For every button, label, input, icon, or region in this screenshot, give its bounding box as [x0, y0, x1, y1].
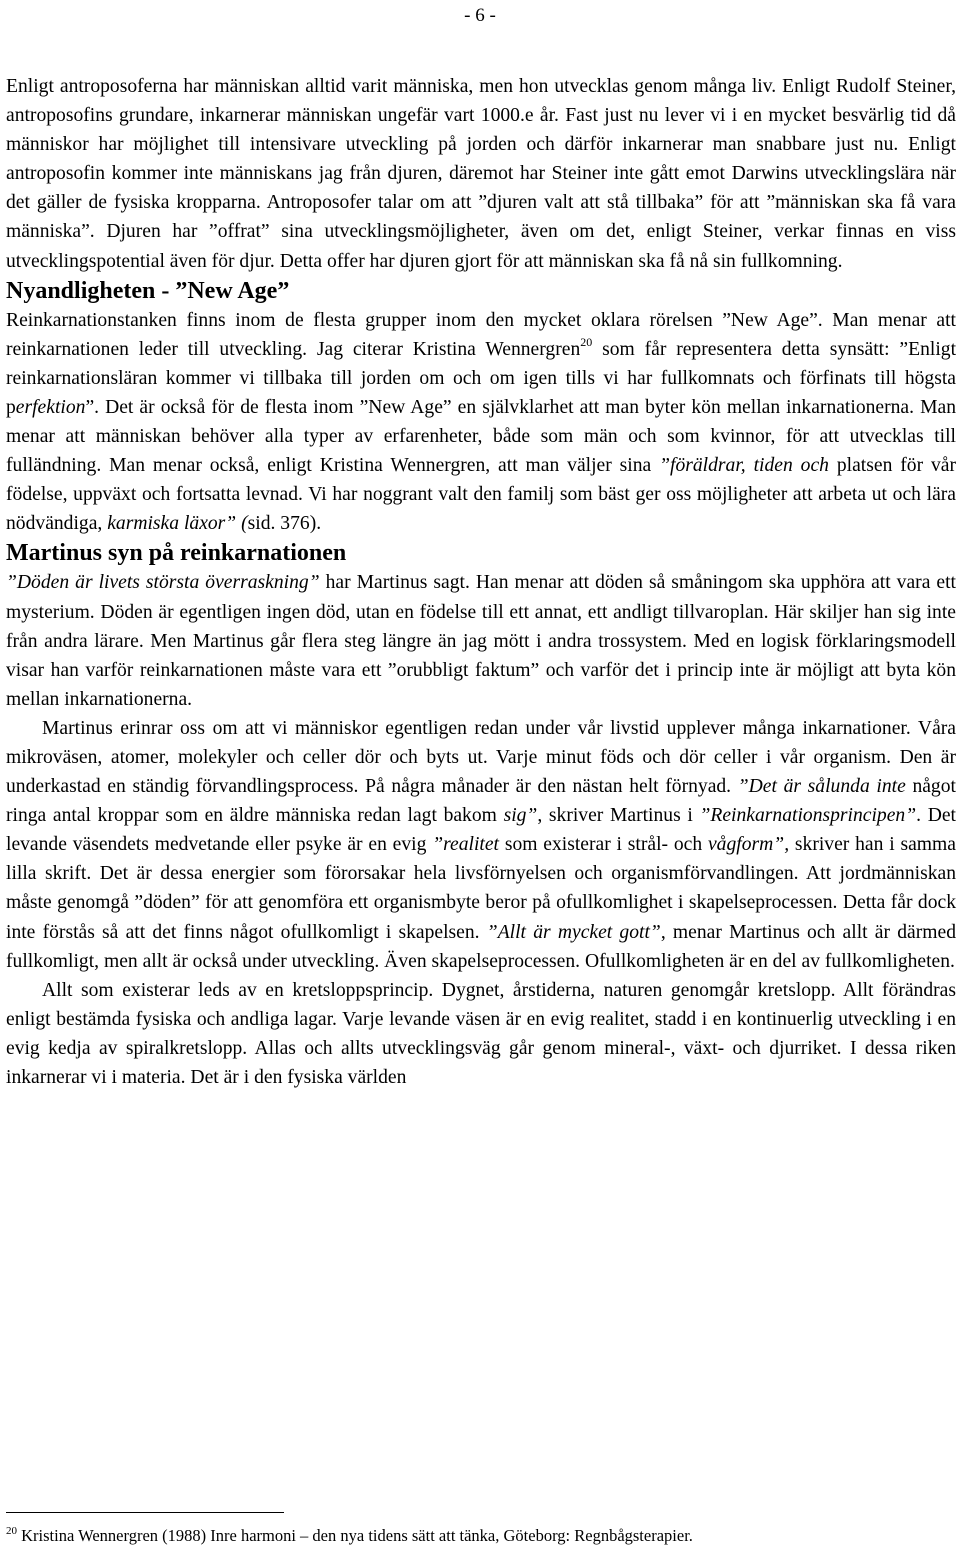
paragraph-martinus-inkarnationer — [6, 714, 956, 976]
footnote-separator — [6, 1512, 284, 1513]
paragraph-kretslopp: Allt som existerar leds av en kretsloppsprincip. Dygnet, årstiderna, naturen genomgår kretslopp. Allt förändras enligt bestämda fysiska och andliga lagar. Varje levande väsen är en evig realitet, stadd i en kontinuerlig utveckling i en evig kedja av spiralkretslopp. Allas och allts utvecklingsväg går genom mineral-, växt- och djurriket. I dessa riken inkarnerar vi i materia. Det är i den fysiska världen — [6, 979, 956, 1088]
italic-run: ”Allt är mycket gott” — [486, 921, 661, 943]
italic-run: karmiska läxor” ( — [107, 513, 248, 535]
text-run: något ringa antal kroppar som en äldre människa redan lagt bakom — [6, 776, 956, 827]
paragraph-antroposofi: Enligt antroposoferna har människan alltid varit människa, men hon utvecklas genom många liv. Enligt Rudolf Steiner, antroposofins grundare, inkarnerar människan ungefär vart 1000.e år. Fast just nu lever vi i en mycket besvärlig tid då människor har möjlighet till intensivare utveckling på jorden och därför inkarnerar man snabbare just nu. Enligt antroposofin kommer inte människans jag från djuren, däremot har Steiner inte gått emot Darwins utvecklingslära när det gäller de fysiska kropparna. Antroposofer talar om att ”djuren valt att stå tillbaka” för att ”människan ska få vara människa”. Djuren har ”offrat” sina utvecklingsmöjligheter, även om det, enligt Steiner, verkar finnas en viss utvecklingspotential även för djur. Detta offer har djuren gjort för att människan ska få nå sin fullkomning. — [6, 76, 956, 272]
text-run: sid. 376). — [247, 513, 322, 535]
italic-run: sig” — [503, 805, 538, 827]
heading-new-age: Nyandligheten - ”New Age” — [6, 277, 290, 304]
heading-martinus: Martinus syn på reinkarnationen — [6, 540, 347, 567]
footnote-number: 20 — [6, 1525, 17, 1537]
page-content — [6, 72, 956, 1092]
italic-run: vågform”, — [707, 834, 790, 856]
italic-run: ”föräldrar, tiden och — [659, 455, 829, 477]
text-run: . Det levande väsendets medvetande eller psyke är en evig — [6, 805, 956, 856]
text-run: skriver han i samma lilla skrift. Det är dessa energier som förorsakar hela livsförnyelsen och organismförvandlingen. Att jordmänniskan måste genomgå ”döden” för att genomföra ett organismbyte beror på ofullkomlighet i skapelseprocessen. Detta får dock inte förstås så att det finns något ofullkomligt i skapelsen. — [6, 834, 956, 943]
text-run: som existerar i strål- och — [499, 834, 708, 856]
text-run: Reinkarnationstanken finns inom de flesta grupper inom den mycket oklara rörelsen ”New Age”. Man menar att reinkarnationen leder till utveckling. Jag citerar Kristina Wennergren — [6, 309, 956, 360]
footnote-reference[interactable]: 20 — [580, 334, 593, 349]
paragraph-martinus-doden — [6, 568, 956, 713]
footnote — [6, 1526, 956, 1546]
italic-run: ”realitet — [432, 834, 499, 856]
italic-run: ”Döden är livets största överraskning” — [6, 572, 320, 594]
text-run: Martinus erinrar oss om att vi människor egentligen redan under vår livstid upplever många inkarnationer. Våra mikroväsen, atomer, molekyler och celler dör och byts ut. Varje minut föds och dör celler i vår organism. Den är underkastad en ständig förvandlingsprocess. På några månader är den nästan helt förnyad. — [6, 717, 956, 798]
text-run: har Martinus sagt. Han menar att döden så småningom ska upphöra att vara ett mysterium. Döden är egentligen ingen död, utan en födelse till ett annat, ett andligt tillvaroplan. Här skiljer han sig inte från andra lärare. Men Martinus går flera steg längre än jag mött i andra trossystem. Med en logisk förklaringsmodell visar han varför reinkarnationen måste vara ett ”orubbligt faktum” och varför det i princip inte är möjligt att byta kön mellan inkarnationerna. — [6, 572, 956, 710]
text-run: , menar Martinus och allt är därmed fullkomligt, men allt är också under utveckling. Även skapelseprocessen. Ofullkomligheten är en del av fullkomligheten. — [6, 921, 956, 972]
page-number: - 6 - — [464, 5, 496, 26]
italic-run: erfektion — [15, 396, 86, 418]
text-run: platsen för vår födelse, uppväxt och fortsatta levnad. Vi har noggrant valt den familj som bäst ger oss möjligheter att arbeta ut och lära nödvändiga, — [6, 455, 957, 535]
italic-run: ”Reinkarnationsprincipen” — [699, 805, 917, 827]
footnote-text: Kristina Wennergren (1988) Inre harmoni – den nya tidens sätt att tänka, Göteborg: Regnbågsterapier. — [17, 1526, 693, 1545]
italic-run: ”Det är sålunda inte — [737, 776, 906, 798]
paragraph-new-age — [6, 306, 956, 539]
text-run: ”. Det är också för de flesta inom ”New Age” en självklarhet att man byter kön mellan inkarnationerna. Man menar att människan behöver alla typer av erfarenheter, både som män och som kvinnor, för att utvecklas till fulländning. Man menar också, enligt Kristina Wennergren, att man väljer sina — [6, 396, 956, 477]
text-run: som får representera detta synsätt: ”Enligt reinkarnationsläran kommer vi tillbaka till jorden om och om igen tills vi har fullkomnats och förfinats till högsta p — [6, 338, 957, 418]
text-run: , skriver Martinus i — [537, 805, 700, 827]
